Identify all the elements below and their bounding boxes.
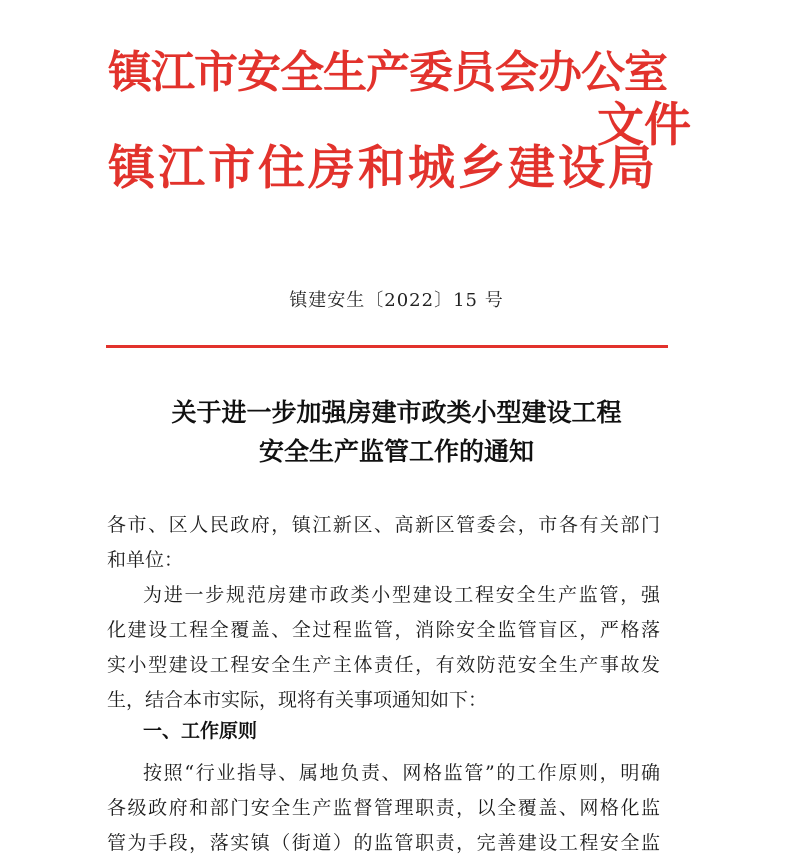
document-number: 镇建安生〔2022〕15 号 xyxy=(289,290,504,311)
issuer-name-2: 镇江市住房和城乡建设局 xyxy=(108,141,658,196)
intro-paragraph-line: 为进一步规范房建市政类小型建设工程安全生产监管，强 xyxy=(143,584,660,606)
notice-title-line-2: 安全生产监管工作的通知 xyxy=(258,437,534,466)
address-line: 和单位： xyxy=(107,549,184,571)
section-heading: 一、工作原则 xyxy=(143,720,258,742)
intro-paragraph-line: 生，结合本市实际，现将有关事项通知如下： xyxy=(107,689,488,711)
issuer-name-1: 镇江市安全生产委员会办公室 xyxy=(108,47,667,98)
address-line: 各市、区人民政府，镇江新区、高新区管委会，市各有关部门 xyxy=(107,514,660,536)
red-divider xyxy=(106,345,668,348)
section-paragraph-line: 管为手段，落实镇（街道）的监管职责，完善建设工程安全监 xyxy=(107,832,660,854)
document-type-label: 文件 xyxy=(597,98,691,153)
intro-paragraph-line: 化建设工程全覆盖、全过程监管，消除安全监管盲区，严格落 xyxy=(107,619,660,641)
intro-paragraph-line: 实小型建设工程安全生产主体责任，有效防范安全生产事故发 xyxy=(107,654,660,676)
notice-title-line-1: 关于进一步加强房建市政类小型建设工程 xyxy=(171,398,622,427)
section-paragraph-line: 按照“行业指导、属地负责、网格监管”的工作原则，明确 xyxy=(143,762,660,784)
section-paragraph-line: 各级政府和部门安全生产监督管理职责，以全覆盖、网格化监 xyxy=(107,797,660,819)
